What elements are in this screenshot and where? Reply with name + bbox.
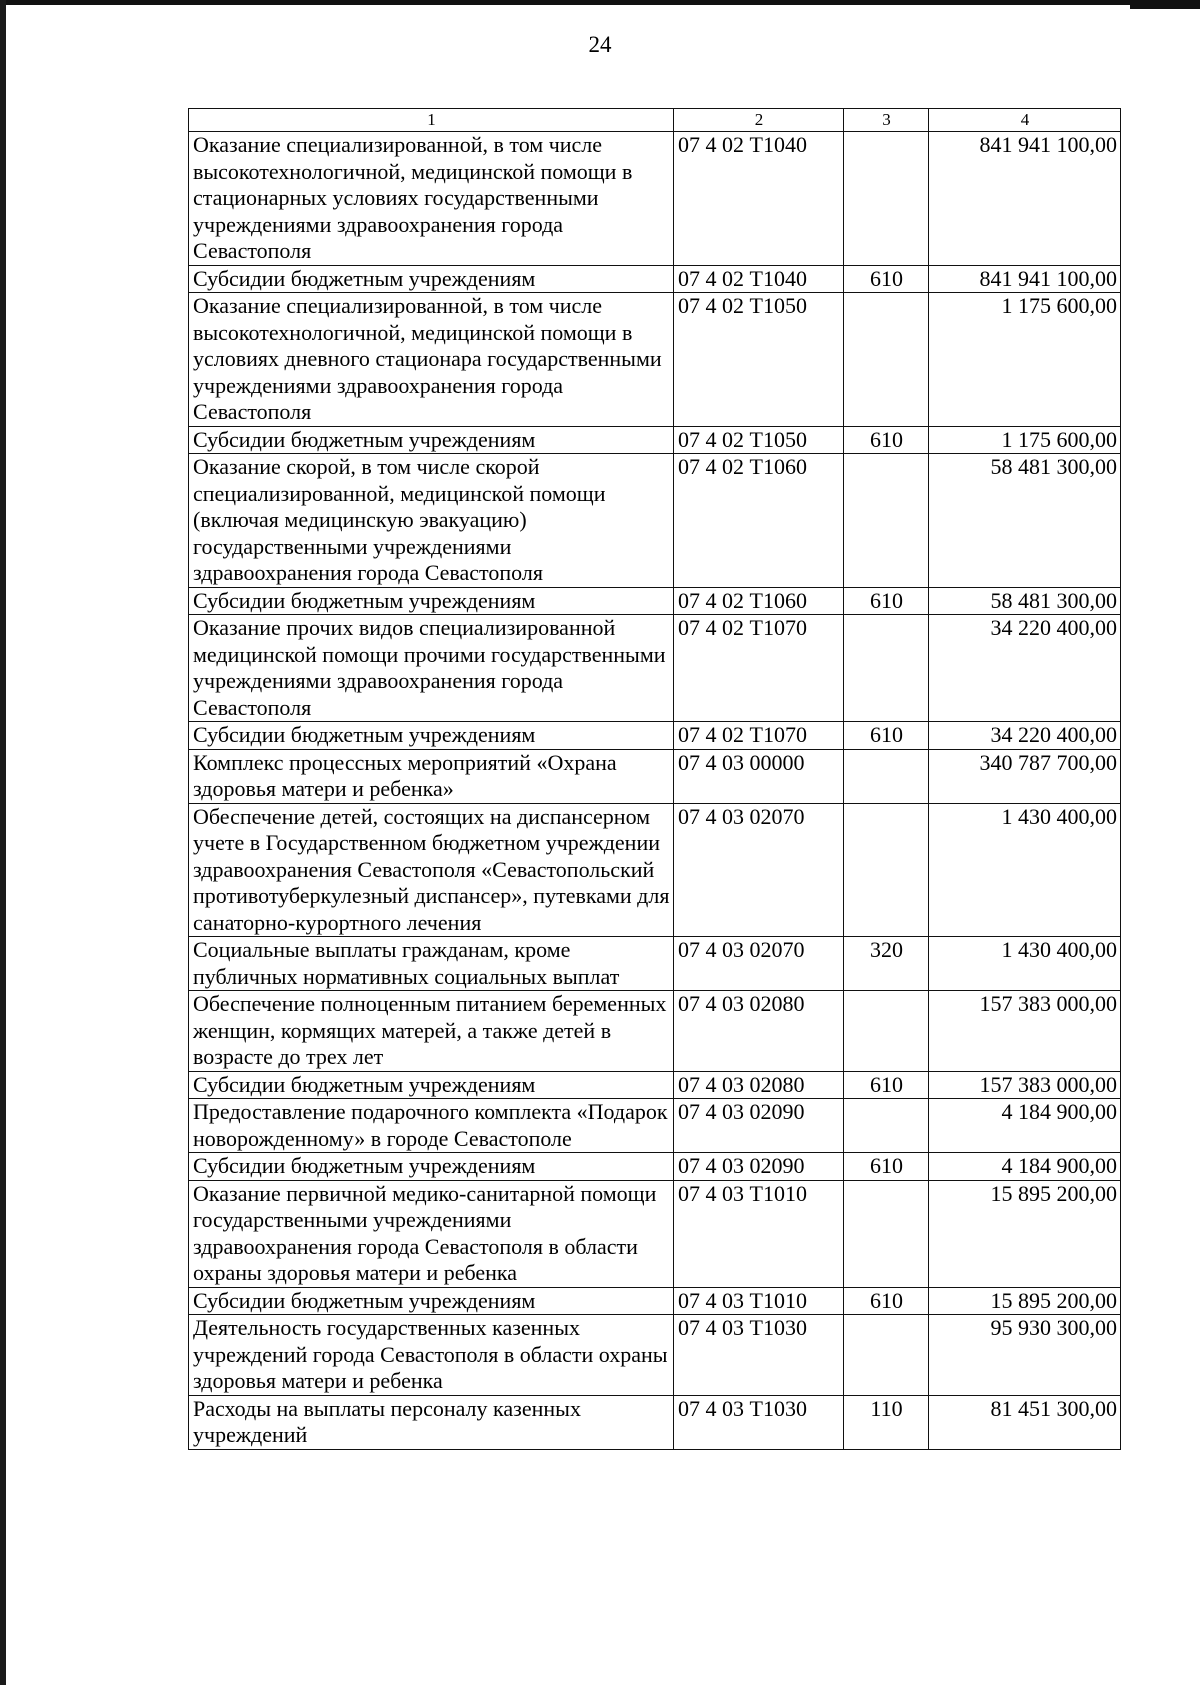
- cell-code: 07 4 03 02070: [674, 803, 844, 937]
- cell-amount: 34 220 400,00: [929, 615, 1121, 722]
- cell-expense-type: 610: [844, 265, 929, 293]
- cell-amount: 15 895 200,00: [929, 1180, 1121, 1287]
- cell-expense-type: [844, 293, 929, 427]
- cell-amount: 841 941 100,00: [929, 132, 1121, 266]
- table-row: [189, 1153, 1121, 1181]
- column-header-amount: 4: [929, 109, 1121, 132]
- table-row: [189, 722, 1121, 750]
- cell-expense-type: [844, 454, 929, 588]
- cell-amount: 841 941 100,00: [929, 265, 1121, 293]
- cell-amount: 58 481 300,00: [929, 454, 1121, 588]
- cell-code: 07 4 03 00000: [674, 749, 844, 803]
- table-row: [189, 1099, 1121, 1153]
- cell-name: Оказание специализированной, в том числе высокотехнологичной, медицинской помощи в условиях дневного стационара государственными учреждениями здравоохранения города Севастополя: [189, 293, 674, 427]
- cell-amount: 4 184 900,00: [929, 1153, 1121, 1181]
- cell-code: 07 4 02 Т1070: [674, 615, 844, 722]
- table-row: [189, 1180, 1121, 1287]
- cell-amount: 95 930 300,00: [929, 1315, 1121, 1396]
- cell-code: 07 4 02 Т1060: [674, 454, 844, 588]
- cell-name: Субсидии бюджетным учреждениям: [189, 722, 674, 750]
- cell-amount: 1 430 400,00: [929, 803, 1121, 937]
- cell-code: 07 4 03 02070: [674, 937, 844, 991]
- table-row: [189, 293, 1121, 427]
- cell-amount: 340 787 700,00: [929, 749, 1121, 803]
- cell-amount: 58 481 300,00: [929, 587, 1121, 615]
- cell-name: Обеспечение полноценным питанием беременных женщин, кормящих матерей, а также детей в возрасте до трех лет: [189, 991, 674, 1072]
- cell-expense-type: 610: [844, 426, 929, 454]
- cell-expense-type: [844, 1099, 929, 1153]
- cell-amount: 34 220 400,00: [929, 722, 1121, 750]
- cell-name: Субсидии бюджетным учреждениям: [189, 1287, 674, 1315]
- cell-code: 07 4 03 Т1010: [674, 1287, 844, 1315]
- cell-expense-type: [844, 803, 929, 937]
- table-row: [189, 749, 1121, 803]
- cell-name: Расходы на выплаты персоналу казенных учреждений: [189, 1395, 674, 1449]
- table-row: [189, 132, 1121, 266]
- cell-expense-type: [844, 615, 929, 722]
- cell-expense-type: [844, 132, 929, 266]
- cell-amount: 1 175 600,00: [929, 293, 1121, 427]
- cell-name: Оказание скорой, в том числе скорой специализированной, медицинской помощи (включая медицинскую эвакуацию) государственными учреждениями здравоохранения города Севастополя: [189, 454, 674, 588]
- table-row: [189, 803, 1121, 937]
- column-header-code: 2: [674, 109, 844, 132]
- cell-expense-type: 610: [844, 1071, 929, 1099]
- cell-amount: 1 175 600,00: [929, 426, 1121, 454]
- cell-amount: 4 184 900,00: [929, 1099, 1121, 1153]
- table-row: [189, 587, 1121, 615]
- table-row: [189, 265, 1121, 293]
- cell-expense-type: [844, 991, 929, 1072]
- table-row: [189, 1287, 1121, 1315]
- cell-amount: 15 895 200,00: [929, 1287, 1121, 1315]
- cell-code: 07 4 02 Т1070: [674, 722, 844, 750]
- scan-edge-top: [0, 0, 1200, 5]
- cell-name: Субсидии бюджетным учреждениям: [189, 265, 674, 293]
- cell-code: 07 4 03 02090: [674, 1153, 844, 1181]
- cell-amount: 81 451 300,00: [929, 1395, 1121, 1449]
- cell-name: Предоставление подарочного комплекта «Подарок новорожденному» в городе Севастополе: [189, 1099, 674, 1153]
- cell-expense-type: 610: [844, 722, 929, 750]
- cell-expense-type: 320: [844, 937, 929, 991]
- table-row: [189, 991, 1121, 1072]
- table-row: [189, 426, 1121, 454]
- cell-code: 07 4 02 Т1040: [674, 265, 844, 293]
- cell-code: 07 4 02 Т1060: [674, 587, 844, 615]
- cell-code: 07 4 02 Т1050: [674, 293, 844, 427]
- cell-expense-type: [844, 1180, 929, 1287]
- cell-name: Субсидии бюджетным учреждениям: [189, 1071, 674, 1099]
- table-row: [189, 1071, 1121, 1099]
- cell-amount: 157 383 000,00: [929, 991, 1121, 1072]
- cell-expense-type: 110: [844, 1395, 929, 1449]
- cell-code: 07 4 03 Т1010: [674, 1180, 844, 1287]
- cell-code: 07 4 03 02090: [674, 1099, 844, 1153]
- cell-expense-type: 610: [844, 1153, 929, 1181]
- table-row: [189, 1315, 1121, 1396]
- cell-name: Деятельность государственных казенных учреждений города Севастополя в области охраны здоровья матери и ребенка: [189, 1315, 674, 1396]
- cell-name: Оказание специализированной, в том числе высокотехнологичной, медицинской помощи в стационарных условиях государственными учреждениями здравоохранения города Севастополя: [189, 132, 674, 266]
- cell-expense-type: 610: [844, 587, 929, 615]
- table-row: [189, 1395, 1121, 1449]
- cell-name: Субсидии бюджетным учреждениям: [189, 426, 674, 454]
- cell-name: Оказание прочих видов специализированной медицинской помощи прочими государственными учреждениями здравоохранения города Севастополя: [189, 615, 674, 722]
- cell-expense-type: 610: [844, 1287, 929, 1315]
- cell-code: 07 4 03 02080: [674, 1071, 844, 1099]
- table-row: [189, 937, 1121, 991]
- scan-edge-left: [0, 0, 6, 1685]
- cell-name: Обеспечение детей, состоящих на диспансерном учете в Государственном бюджетном учреждении здравоохранения Севастополя «Севастопольский противотуберкулезный диспансер», путевками для санаторно-курортного лечения: [189, 803, 674, 937]
- cell-code: 07 4 03 Т1030: [674, 1315, 844, 1396]
- cell-name: Комплекс процессных мероприятий «Охрана здоровья матери и ребенка»: [189, 749, 674, 803]
- cell-code: 07 4 03 Т1030: [674, 1395, 844, 1449]
- cell-name: Социальные выплаты гражданам, кроме публичных нормативных социальных выплат: [189, 937, 674, 991]
- column-header-name: 1: [189, 109, 674, 132]
- cell-code: 07 4 02 Т1040: [674, 132, 844, 266]
- table-row: [189, 454, 1121, 588]
- table-row: [189, 615, 1121, 722]
- cell-expense-type: [844, 1315, 929, 1396]
- budget-table: [188, 108, 1121, 1450]
- cell-name: Субсидии бюджетным учреждениям: [189, 587, 674, 615]
- cell-code: 07 4 02 Т1050: [674, 426, 844, 454]
- cell-amount: 157 383 000,00: [929, 1071, 1121, 1099]
- table-header-row: [189, 109, 1121, 132]
- cell-code: 07 4 03 02080: [674, 991, 844, 1072]
- cell-amount: 1 430 400,00: [929, 937, 1121, 991]
- column-header-expense-type: 3: [844, 109, 929, 132]
- cell-expense-type: [844, 749, 929, 803]
- cell-name: Субсидии бюджетным учреждениям: [189, 1153, 674, 1181]
- page-number: 24: [588, 32, 612, 57]
- cell-name: Оказание первичной медико-санитарной помощи государственными учреждениями здравоохранения города Севастополя в области охраны здоровья матери и ребенка: [189, 1180, 674, 1287]
